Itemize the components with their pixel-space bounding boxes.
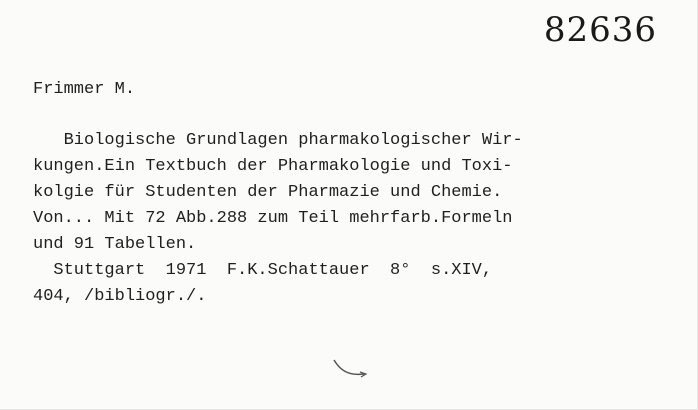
bibliographic-entry bbox=[33, 128, 523, 310]
entry-line-7: 404, /bibliogr./. bbox=[33, 287, 207, 306]
author-line: Frimmer M. bbox=[33, 80, 136, 99]
card-number: 82636 bbox=[543, 10, 657, 50]
entry-line-3: kolgie für Studenten der Pharmazie und Chemie. bbox=[33, 183, 503, 202]
entry-line-1: Biologische Grundlagen pharmakologischer Wir- bbox=[33, 131, 523, 150]
entry-line-6: Stuttgart 1971 F.K.Schattauer 8° s.XIV, bbox=[33, 261, 493, 280]
entry-line-2: kungen.Ein Textbuch der Pharmakologie und Toxi- bbox=[33, 157, 513, 176]
entry-line-4: Von... Mit 72 Abb.288 zum Teil mehrfarb.Formeln bbox=[33, 209, 513, 228]
pencil-mark bbox=[330, 352, 370, 382]
entry-line-5: und 91 Tabellen. bbox=[33, 235, 197, 254]
